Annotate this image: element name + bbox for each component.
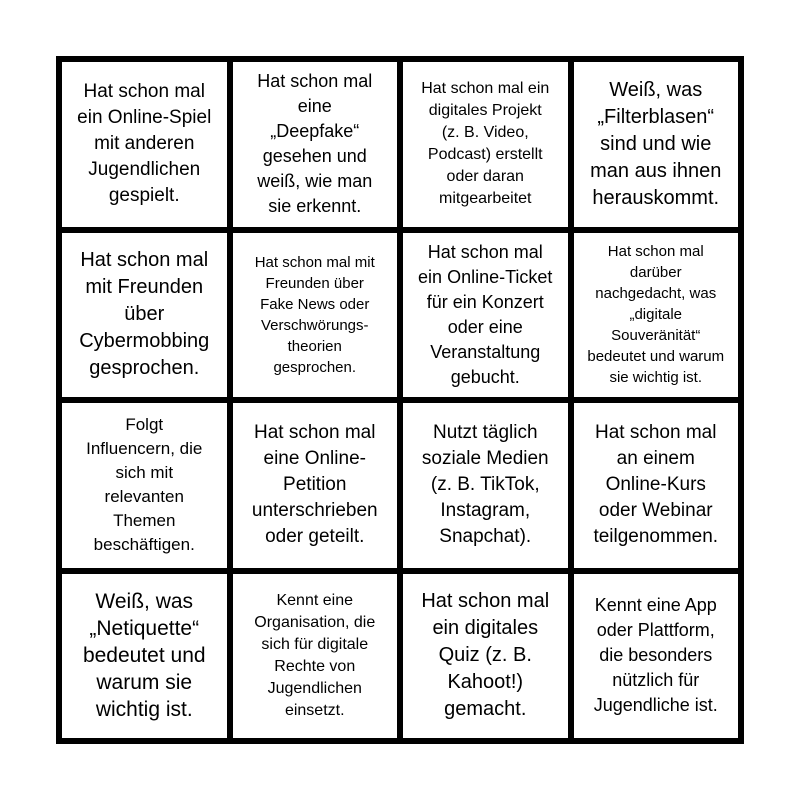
bingo-cell-text: Weiß, was „Filterblasen“ sind und wie man aus ihnen herauskommt. [590, 78, 722, 209]
bingo-cell-7 [400, 230, 571, 401]
bingo-cell-text: Weiß, was „Netiquette“ bedeutet und warum sie wichtig ist. [82, 590, 206, 722]
bingo-cell-6 [230, 230, 401, 401]
bingo-board [56, 56, 744, 744]
bingo-cell-2 [230, 59, 401, 230]
bingo-cell-1 [59, 59, 230, 230]
bingo-cell-15 [400, 571, 571, 742]
bingo-cell-text: Hat schon mal mit Freunden über Cybermobbing gesprochen. [79, 249, 210, 380]
bingo-cell-14 [230, 571, 401, 742]
bingo-cell-text: Hat schon mal ein digitales Quiz (z. B. Kahoot!) gemacht. [421, 590, 550, 721]
bingo-cell-3 [400, 59, 571, 230]
bingo-cell-text: Hat schon mal darüber nachgedacht, was „digitale Souveränität“ bedeutet und warum sie wichtig ist. [587, 243, 725, 387]
bingo-cell-text: Hat schon mal an einem Online-Kurs oder Webinar teilgenommen. [593, 422, 719, 548]
bingo-cell-text: Hat schon mal eine Online- Petition unterschrieben oder geteilt. [251, 422, 378, 548]
bingo-cell-text: Nutzt täglich soziale Medien (z. B. TikTok, Instagram, Snapchat). [421, 422, 549, 548]
bingo-cell-text: Hat schon mal mit Freunden über Fake News oder Verschwörungs- theorien gesprochen. [254, 253, 375, 376]
bingo-cell-11 [400, 400, 571, 571]
bingo-cell-text: Kennt eine Organisation, die sich für digitale Rechte von Jugendlichen einsetzt. [254, 591, 376, 719]
bingo-cell-text: Hat schon mal ein digitales Projekt (z. B. Video, Podcast) erstellt oder daran mitgearbeitet [421, 80, 550, 208]
bingo-cell-16 [571, 571, 742, 742]
bingo-cell-13 [59, 571, 230, 742]
bingo-cell-5 [59, 230, 230, 401]
bingo-cell-8 [571, 230, 742, 401]
bingo-cell-9 [59, 400, 230, 571]
bingo-cell-text: Hat schon mal ein Online-Spiel mit anderen Jugendlichen gespielt. [77, 81, 212, 207]
bingo-cell-text: Kennt eine App oder Plattform, die besonders nützlich für Jugendliche ist. [593, 595, 718, 716]
bingo-cell-12 [571, 400, 742, 571]
bingo-cell-text: Hat schon mal eine „Deepfake“ gesehen und weiß, wie man sie erkennt. [257, 71, 373, 217]
bingo-cell-4 [571, 59, 742, 230]
bingo-cell-10 [230, 400, 401, 571]
bingo-cell-text: Hat schon mal ein Online-Ticket für ein Konzert oder eine Veranstaltung gebucht. [418, 241, 553, 387]
bingo-cell-text: Folgt Influencern, die sich mit relevanten Themen beschäftigen. [86, 415, 203, 555]
